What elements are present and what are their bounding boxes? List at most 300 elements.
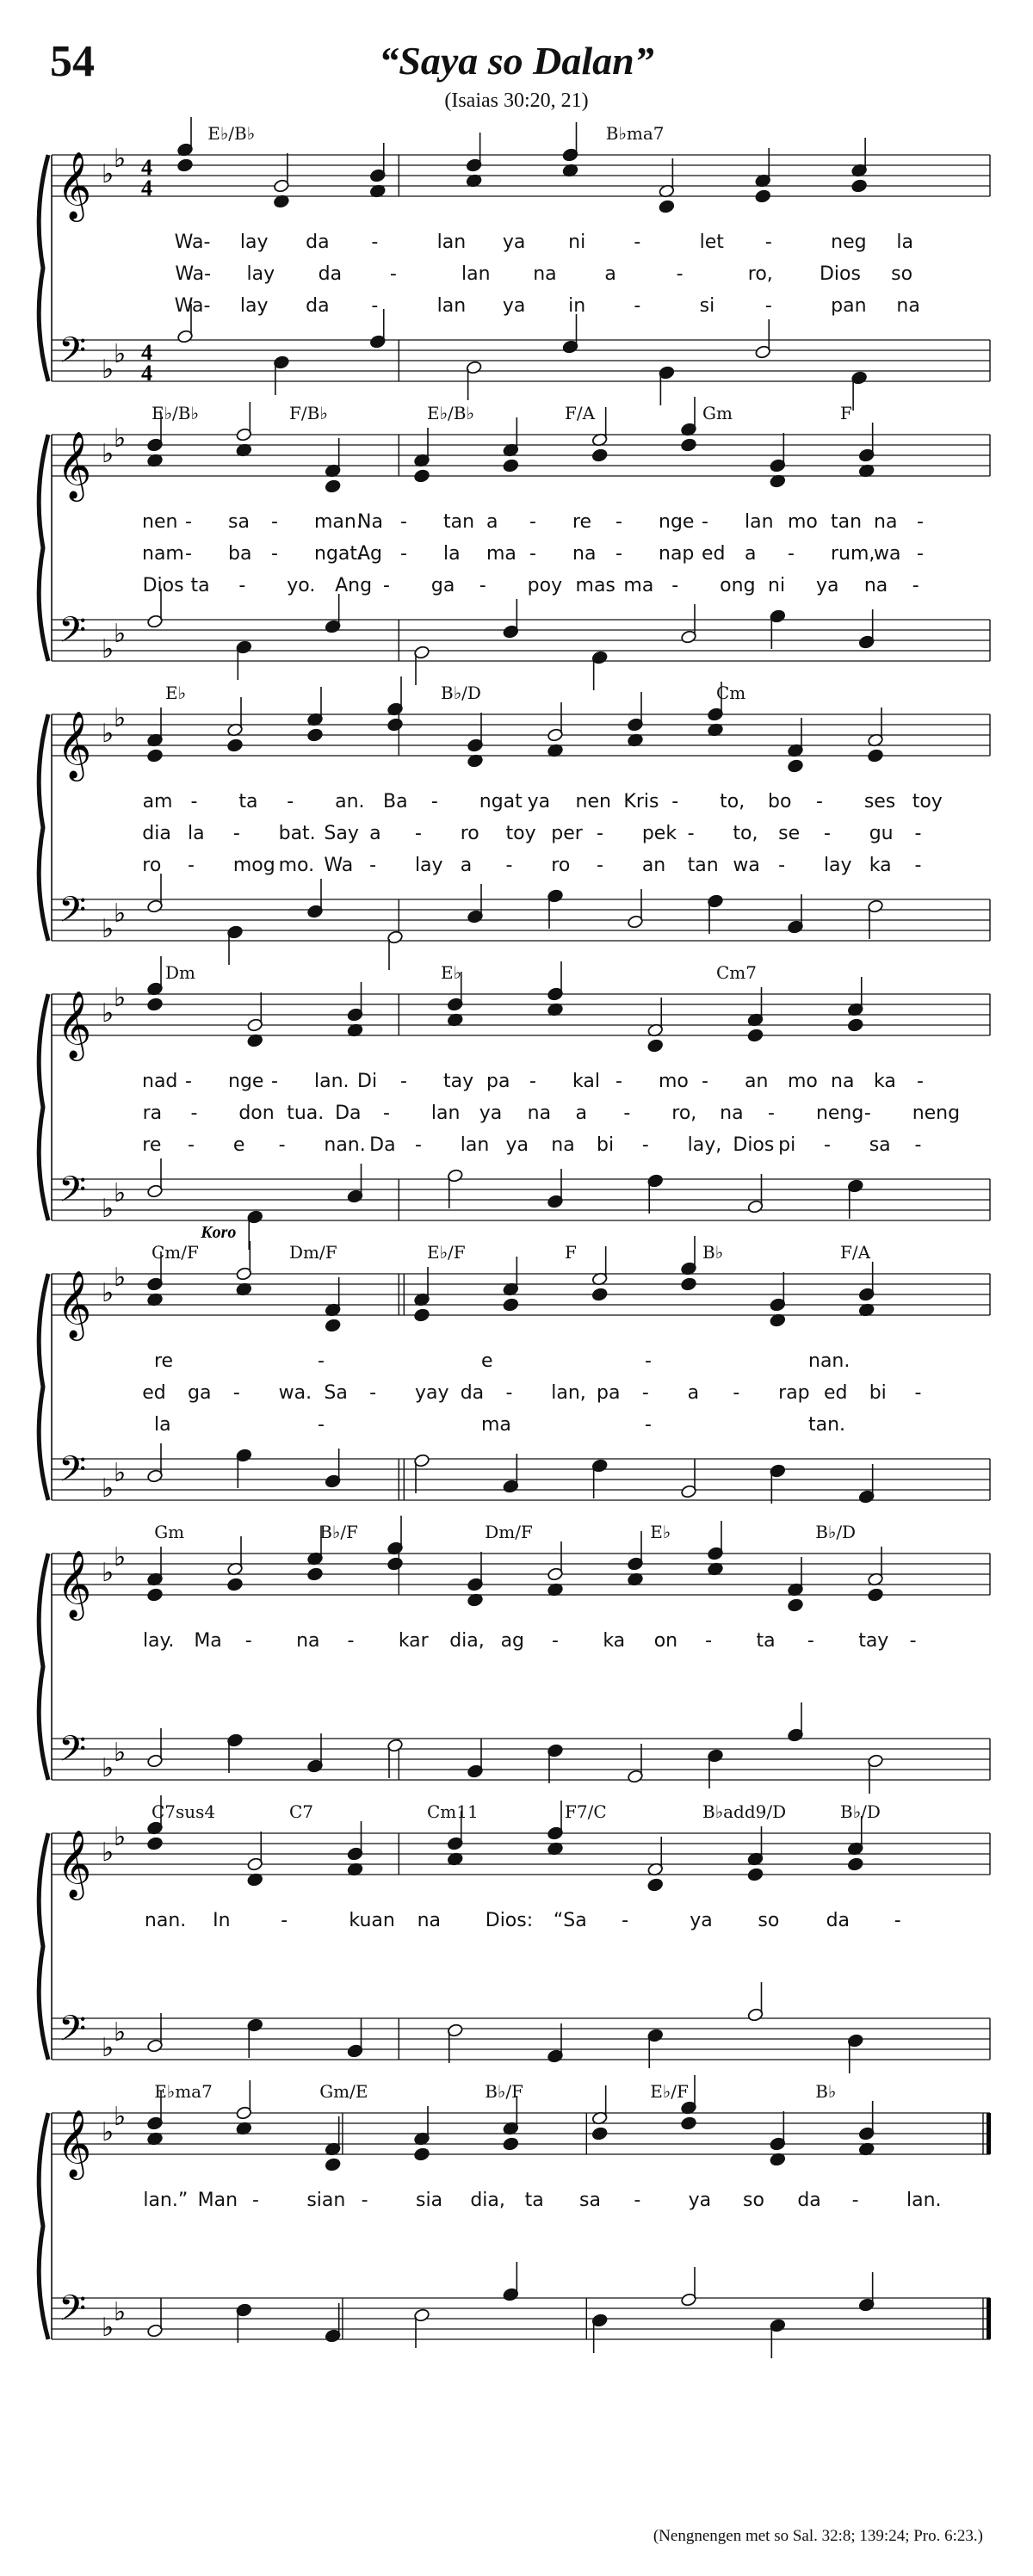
lyric-syllable: sa — [869, 1134, 891, 1156]
note-head — [387, 1557, 403, 1572]
syllable-hyphen: - — [318, 1350, 325, 1372]
lyric-syllable: Wa- — [174, 232, 211, 253]
lyric-syllable: la — [896, 232, 913, 253]
lyric-syllable: ta — [756, 1630, 776, 1652]
lyric-syllable: mog — [232, 855, 275, 876]
lyric-line-1 — [143, 2190, 941, 2211]
bass-staff-4 — [52, 1158, 990, 1250]
syllable-hyphen: - — [615, 1071, 622, 1092]
syllable-hyphen: - — [863, 1103, 871, 1124]
syllable-hyphen: - — [778, 855, 786, 876]
note-head — [413, 2147, 430, 2162]
lyric-line-1 — [143, 1630, 917, 1652]
lyric-syllable: ra — [142, 1103, 163, 1124]
syllable-hyphen: - — [645, 1414, 652, 1436]
lyric-syllable: ma — [481, 1414, 511, 1436]
syllable-hyphen: - — [733, 1382, 740, 1404]
lyric-syllable: ya — [479, 1103, 503, 1124]
key-flat-icon: ♭ — [102, 159, 114, 189]
note-head — [591, 448, 608, 463]
lyric-syllable: bi — [597, 1134, 615, 1156]
treble-clef-icon: 𝄞 — [57, 1830, 92, 1898]
lyric-syllable: to, — [733, 823, 758, 844]
lyric-syllable: mo. — [278, 855, 315, 876]
lyric-syllable: a — [369, 823, 381, 844]
syllable-hyphen: - — [347, 1630, 355, 1652]
lyric-syllable: Dios — [819, 263, 861, 285]
lyric-line-1 — [145, 1910, 901, 1931]
chord-symbol: E♭ — [441, 962, 462, 983]
chord-symbol: E♭/B♭ — [207, 123, 256, 144]
key-flat-icon: ♭ — [114, 703, 127, 733]
chord-symbol: F/A — [840, 1242, 871, 1263]
syllable-hyphen: - — [238, 575, 246, 596]
syllable-hyphen: - — [788, 543, 795, 565]
system-brace — [39, 435, 48, 661]
lyric-syllable: to, — [720, 791, 745, 812]
note-head — [226, 1578, 243, 1592]
syllable-hyphen: - — [369, 1382, 377, 1404]
syllable-hyphen: - — [383, 1103, 390, 1124]
lyric-syllable: let — [699, 232, 724, 253]
lyric-syllable: e — [232, 1134, 245, 1156]
syllable-hyphen: - — [671, 575, 679, 596]
lyric-syllable: ni — [568, 232, 586, 253]
note-head — [325, 479, 341, 494]
lyric-syllable: Na — [357, 511, 383, 533]
lyric-syllable: an — [641, 855, 666, 876]
syllable-hyphen: - — [271, 1071, 278, 1092]
syllable-hyphen: - — [271, 511, 278, 533]
lyric-syllable: nen — [142, 511, 178, 533]
lyric-syllable: da — [306, 295, 330, 317]
koro-label: Koro — [201, 1223, 237, 1242]
syllable-hyphen: - — [190, 791, 198, 812]
lyric-syllable: Di — [357, 1071, 378, 1092]
lyric-syllable: tan — [831, 511, 863, 533]
system-brace — [39, 2113, 48, 2339]
lyric-syllable: a — [687, 1382, 700, 1404]
bass-clef-icon: 𝄢 — [59, 330, 87, 380]
chord-symbol: B♭/D — [840, 1801, 881, 1822]
syllable-hyphen: - — [371, 295, 379, 317]
syllable-hyphen: - — [318, 1414, 325, 1436]
note-head — [226, 738, 243, 753]
treble-clef-icon: 𝄞 — [57, 2110, 92, 2178]
syllable-hyphen: - — [622, 1910, 629, 1931]
lyric-syllable: ga — [188, 1382, 212, 1404]
syllable-hyphen: - — [383, 575, 390, 596]
lyric-syllable: na — [863, 575, 888, 596]
note-head — [387, 718, 403, 732]
key-flat-icon: ♭ — [114, 2102, 127, 2132]
lyric-syllable: yo. — [287, 575, 316, 596]
lyric-syllable: a — [604, 263, 616, 285]
note-head — [503, 459, 519, 473]
lyric-syllable: so — [758, 1910, 780, 1931]
lyric-syllable: re — [572, 511, 592, 533]
lyric-syllable: Dios: — [485, 1910, 534, 1931]
bass-staff-1 — [52, 304, 990, 411]
lyric-syllable: da — [306, 232, 330, 253]
key-flat-icon: ♭ — [102, 1753, 114, 1783]
syllable-hyphen: - — [430, 791, 438, 812]
note-head — [755, 189, 771, 204]
syllable-hyphen: - — [400, 511, 407, 533]
note-head — [647, 1878, 664, 1893]
syllable-hyphen: - — [271, 543, 278, 565]
bass-staff-2 — [52, 589, 990, 690]
lyric-syllable: ta — [238, 791, 258, 812]
key-flat-icon: ♭ — [102, 998, 114, 1029]
syllable-hyphen: - — [414, 1134, 422, 1156]
lyric-syllable: lay — [246, 263, 275, 285]
key-flat-icon: ♭ — [102, 1194, 114, 1224]
lyric-syllable: lan, — [551, 1382, 586, 1404]
note-head — [747, 1029, 764, 1043]
lyric-syllable: so — [743, 2190, 764, 2211]
lyric-syllable: na — [417, 1910, 442, 1931]
lyric-line-2 — [175, 263, 912, 285]
lyric-syllable: ngat — [479, 791, 523, 812]
syllable-hyphen: - — [529, 511, 536, 533]
lyric-syllable: wa. — [278, 1382, 312, 1404]
syllable-hyphen: - — [768, 1103, 776, 1124]
lyric-line-1 — [154, 1350, 850, 1372]
chord-symbol: B♭/D — [441, 683, 481, 703]
note-head — [325, 2158, 341, 2172]
lyric-syllable: da — [826, 1910, 851, 1931]
syllable-hyphen: - — [671, 791, 679, 812]
lyric-syllable: na — [831, 1071, 855, 1092]
lyric-syllable: se — [778, 823, 801, 844]
lyric-syllable: ya — [527, 791, 551, 812]
lyric-syllable: am — [142, 791, 173, 812]
treble-staff-1 — [52, 117, 990, 222]
lyric-syllable: ed — [823, 1382, 848, 1404]
lyric-syllable: ba — [228, 543, 252, 565]
chord-symbol: E♭ — [650, 1522, 671, 1542]
key-flat-icon: ♭ — [114, 2017, 127, 2048]
note-head — [680, 438, 696, 453]
lyric-syllable: lay — [414, 855, 443, 876]
syllable-hyphen: - — [615, 511, 622, 533]
lyric-syllable: bo — [768, 791, 792, 812]
lyric-syllable: nam — [142, 543, 184, 565]
syllable-hyphen: - — [597, 823, 604, 844]
lyric-syllable: gu — [869, 823, 894, 844]
lyric-line-3 — [175, 295, 920, 317]
lyric-syllable: ya — [502, 232, 526, 253]
treble-clef-icon: 𝄞 — [57, 1550, 92, 1618]
syllable-hyphen: - — [914, 855, 922, 876]
syllable-hyphen: - — [764, 232, 772, 253]
syllable-hyphen: - — [188, 1134, 195, 1156]
lyric-syllable: ya — [502, 295, 526, 317]
key-flat-icon: ♭ — [114, 1458, 127, 1488]
lyric-syllable: lan.” — [143, 2190, 189, 2211]
lyric-syllable: Ba — [383, 791, 408, 812]
lyric-syllable: poy — [527, 575, 563, 596]
syllable-hyphen: - — [676, 263, 684, 285]
key-flat-icon: ♭ — [102, 1838, 114, 1868]
lyric-syllable: ka — [874, 1071, 896, 1092]
lyric-syllable: per — [551, 823, 583, 844]
syllable-hyphen: - — [529, 1071, 536, 1092]
syllable-hyphen: - — [912, 575, 919, 596]
key-flat-icon: ♭ — [102, 1473, 114, 1504]
lyric-syllable: sa — [579, 2190, 601, 2211]
syllable-hyphen: - — [185, 511, 192, 533]
syllable-hyphen: - — [641, 1382, 649, 1404]
syllable-hyphen: - — [185, 543, 192, 565]
key-flat-icon: ♭ — [102, 2313, 114, 2343]
note-head — [659, 200, 675, 214]
lyric-syllable: pa — [486, 1071, 510, 1092]
syllable-hyphen: - — [281, 1910, 288, 1931]
key-flat-icon: ♭ — [114, 1822, 127, 1852]
lyric-line-2 — [143, 1103, 961, 1124]
lyric-syllable: nan. — [324, 1134, 366, 1156]
system-brace — [39, 1274, 48, 1500]
system-3 — [39, 714, 990, 941]
lyric-syllable: yay — [414, 1382, 449, 1404]
key-flat-icon: ♭ — [102, 634, 114, 664]
key-flat-icon: ♭ — [114, 619, 127, 649]
syllable-hyphen: - — [369, 855, 377, 876]
key-flat-icon: ♭ — [102, 2117, 114, 2147]
lyric-syllable: na — [527, 1103, 552, 1124]
key-flat-icon: ♭ — [114, 899, 127, 929]
lyric-syllable: dia, — [449, 1630, 485, 1652]
chord-symbol: Gm — [154, 1522, 185, 1542]
lyric-syllable: nge — [228, 1071, 264, 1092]
syllable-hyphen: - — [917, 511, 924, 533]
syllable-hyphen: - — [623, 1103, 631, 1124]
syllable-hyphen: - — [914, 823, 922, 844]
lyric-syllable: sia — [416, 2190, 443, 2211]
lyric-syllable: lay — [239, 295, 269, 317]
syllable-hyphen: - — [914, 1382, 922, 1404]
lyric-syllable: lan — [745, 511, 774, 533]
syllable-hyphen: - — [823, 823, 831, 844]
syllable-hyphen: - — [371, 232, 379, 253]
chord-symbol: B♭/F — [485, 2081, 523, 2102]
lyric-syllable: e — [481, 1350, 493, 1372]
lyric-line-3 — [143, 575, 919, 596]
syllable-hyphen: - — [815, 791, 823, 812]
lyric-syllable: na — [720, 1103, 744, 1124]
lyric-syllable: na — [533, 263, 557, 285]
bass-staff-8 — [52, 2262, 990, 2358]
lyric-syllable: lay, — [687, 1134, 722, 1156]
syllable-hyphen: - — [645, 1350, 652, 1372]
syllable-hyphen: - — [505, 1382, 513, 1404]
lyric-syllable: na — [551, 1134, 575, 1156]
key-flat-icon: ♭ — [114, 339, 127, 369]
bass-staff-5 — [52, 1443, 990, 1504]
lyric-syllable: Ag — [357, 543, 383, 565]
lyric-syllable: da — [797, 2190, 821, 2211]
lyric-syllable: a — [575, 1103, 588, 1124]
syllable-hyphen: - — [687, 823, 695, 844]
syllable-hyphen: - — [232, 823, 240, 844]
lyric-syllable: lan. — [906, 2190, 942, 2211]
bass-staff-3 — [52, 874, 990, 970]
lyric-syllable: na — [896, 295, 920, 317]
time-signature-top: 4 — [141, 340, 152, 365]
lyric-syllable: pa — [597, 1382, 621, 1404]
key-flat-icon: ♭ — [102, 914, 114, 944]
key-flat-icon: ♭ — [114, 423, 127, 454]
lyric-syllable: nad — [142, 1071, 178, 1092]
chord-symbol: Dm/F — [485, 1522, 533, 1542]
note-head — [591, 1288, 608, 1302]
lyric-syllable: on — [653, 1630, 678, 1652]
chord-symbol: Cm/F — [152, 1242, 199, 1263]
time-signature-bottom: 4 — [141, 176, 152, 201]
lyric-syllable: man. — [314, 511, 362, 533]
chord-symbol: E♭/F — [427, 1242, 466, 1263]
lyric-syllable: na — [572, 543, 597, 565]
lyric-syllable: kal — [572, 1071, 600, 1092]
chord-symbol: B♭add9/D — [702, 1801, 787, 1822]
note-head — [503, 1298, 519, 1313]
syllable-hyphen: - — [702, 511, 708, 533]
lyric-syllable: ag — [500, 1630, 525, 1652]
note-head — [146, 749, 163, 763]
syllable-hyphen: - — [914, 1134, 922, 1156]
chord-symbol: F/B♭ — [289, 403, 328, 423]
syllable-hyphen: - — [634, 2190, 641, 2211]
chord-symbol: E♭/B♭ — [152, 403, 199, 423]
syllable-hyphen: - — [232, 1382, 240, 1404]
lyric-syllable: lay. — [142, 1630, 175, 1652]
system-brace — [39, 714, 48, 941]
lyric-syllable: ta — [190, 575, 210, 596]
lyric-syllable: a — [745, 543, 757, 565]
lyric-syllable: ta — [524, 2190, 544, 2211]
system-brace — [39, 1554, 48, 1780]
chord-symbol: E♭ma7 — [154, 2081, 213, 2102]
lyric-syllable: Da — [369, 1134, 396, 1156]
lyric-syllable: pi — [778, 1134, 796, 1156]
chord-symbol: Dm/F — [289, 1242, 337, 1263]
footnote: (Nengnengen met so Sal. 32:8; 139:24; Pro. 6:23.) — [653, 2527, 983, 2545]
note-head — [680, 1277, 696, 1292]
lyric-syllable: kuan — [349, 1910, 395, 1931]
chord-symbol: E♭/F — [650, 2081, 689, 2102]
syllable-hyphen: - — [894, 1910, 901, 1931]
lyric-syllable: la — [188, 823, 205, 844]
lyric-line-1 — [142, 511, 924, 533]
syllable-hyphen: - — [764, 295, 772, 317]
syllable-hyphen: - — [634, 232, 641, 253]
bass-clef-icon: 𝄢 — [59, 2288, 87, 2338]
lyric-line-2 — [142, 543, 924, 565]
treble-clef-icon: 𝄞 — [57, 991, 92, 1059]
note-head — [747, 1868, 764, 1882]
note-head — [413, 469, 430, 484]
key-flat-icon: ♭ — [114, 144, 127, 174]
chord-symbol: B♭ma7 — [605, 123, 665, 144]
note-head — [146, 1588, 163, 1603]
chord-symbol: B♭ — [702, 1242, 724, 1263]
lyric-syllable: la — [154, 1414, 171, 1436]
note-head — [146, 1837, 163, 1851]
lyric-syllable: tay — [443, 1071, 474, 1092]
chord-symbol: Cm — [716, 683, 746, 703]
lyric-syllable: Wa — [324, 855, 354, 876]
syllable-hyphen: - — [823, 1134, 831, 1156]
lyric-syllable: tua. — [287, 1103, 325, 1124]
chord-symbol: Cm11 — [427, 1801, 479, 1822]
key-flat-icon: ♭ — [114, 1542, 127, 1572]
key-flat-icon: ♭ — [114, 2297, 127, 2327]
lyric-syllable: so — [891, 263, 913, 285]
system-brace — [39, 1833, 48, 2060]
lyric-syllable: ro — [142, 855, 162, 876]
lyric-syllable: da — [460, 1382, 485, 1404]
lyric-syllable: lan. — [314, 1071, 349, 1092]
lyric-syllable: dia — [142, 823, 171, 844]
lyric-syllable: Ang — [335, 575, 373, 596]
lyric-syllable: mas — [575, 575, 615, 596]
note-head — [680, 2116, 696, 2131]
chord-symbol: B♭/F — [319, 1522, 358, 1542]
lyric-syllable: lay — [823, 855, 852, 876]
lyric-syllable: la — [443, 543, 461, 565]
key-flat-icon: ♭ — [114, 1178, 127, 1208]
syllable-hyphen: - — [634, 295, 641, 317]
bass-clef-icon: 𝄢 — [59, 1728, 87, 1778]
system-brace — [39, 155, 48, 381]
note-head — [306, 728, 323, 743]
note-head — [325, 1319, 341, 1333]
lyric-line-1 — [142, 1071, 924, 1092]
lyric-syllable: na — [874, 511, 898, 533]
key-flat-icon: ♭ — [114, 983, 127, 1013]
lyric-syllable: lan — [460, 1134, 490, 1156]
key-flat-icon: ♭ — [102, 439, 114, 469]
chord-symbol: F — [840, 403, 852, 423]
lyric-syllable: ro, — [747, 263, 773, 285]
syllable-hyphen: - — [705, 1630, 713, 1652]
chord-symbol: E♭ — [165, 683, 187, 703]
syllable-hyphen: - — [551, 1630, 559, 1652]
lyric-syllable: tan — [443, 511, 475, 533]
note-head — [847, 1857, 863, 1872]
lyric-line-2 — [142, 823, 921, 844]
lyric-syllable: neng — [815, 1103, 864, 1124]
lyric-syllable: ma — [486, 543, 516, 565]
lyric-line-3 — [154, 1414, 845, 1436]
chord-symbol: Cm7 — [716, 962, 757, 983]
lyric-line-1 — [175, 232, 913, 253]
syllable-hyphen: - — [702, 1071, 708, 1092]
bass-clef-icon: 𝄢 — [59, 1169, 87, 1219]
lyric-syllable: neg — [831, 232, 867, 253]
lyric-syllable: rum, — [831, 543, 875, 565]
lyric-syllable: ya — [505, 1134, 529, 1156]
system-brace — [39, 994, 48, 1220]
lyric-syllable: In — [213, 1910, 231, 1931]
time-signature-top: 4 — [141, 155, 152, 180]
scripture-reference: (Isaias 30:20, 21) — [444, 90, 589, 112]
bass-clef-icon: 𝄢 — [59, 1449, 87, 1498]
key-flat-icon: ♭ — [102, 1278, 114, 1308]
lyric-syllable: si — [699, 295, 715, 317]
